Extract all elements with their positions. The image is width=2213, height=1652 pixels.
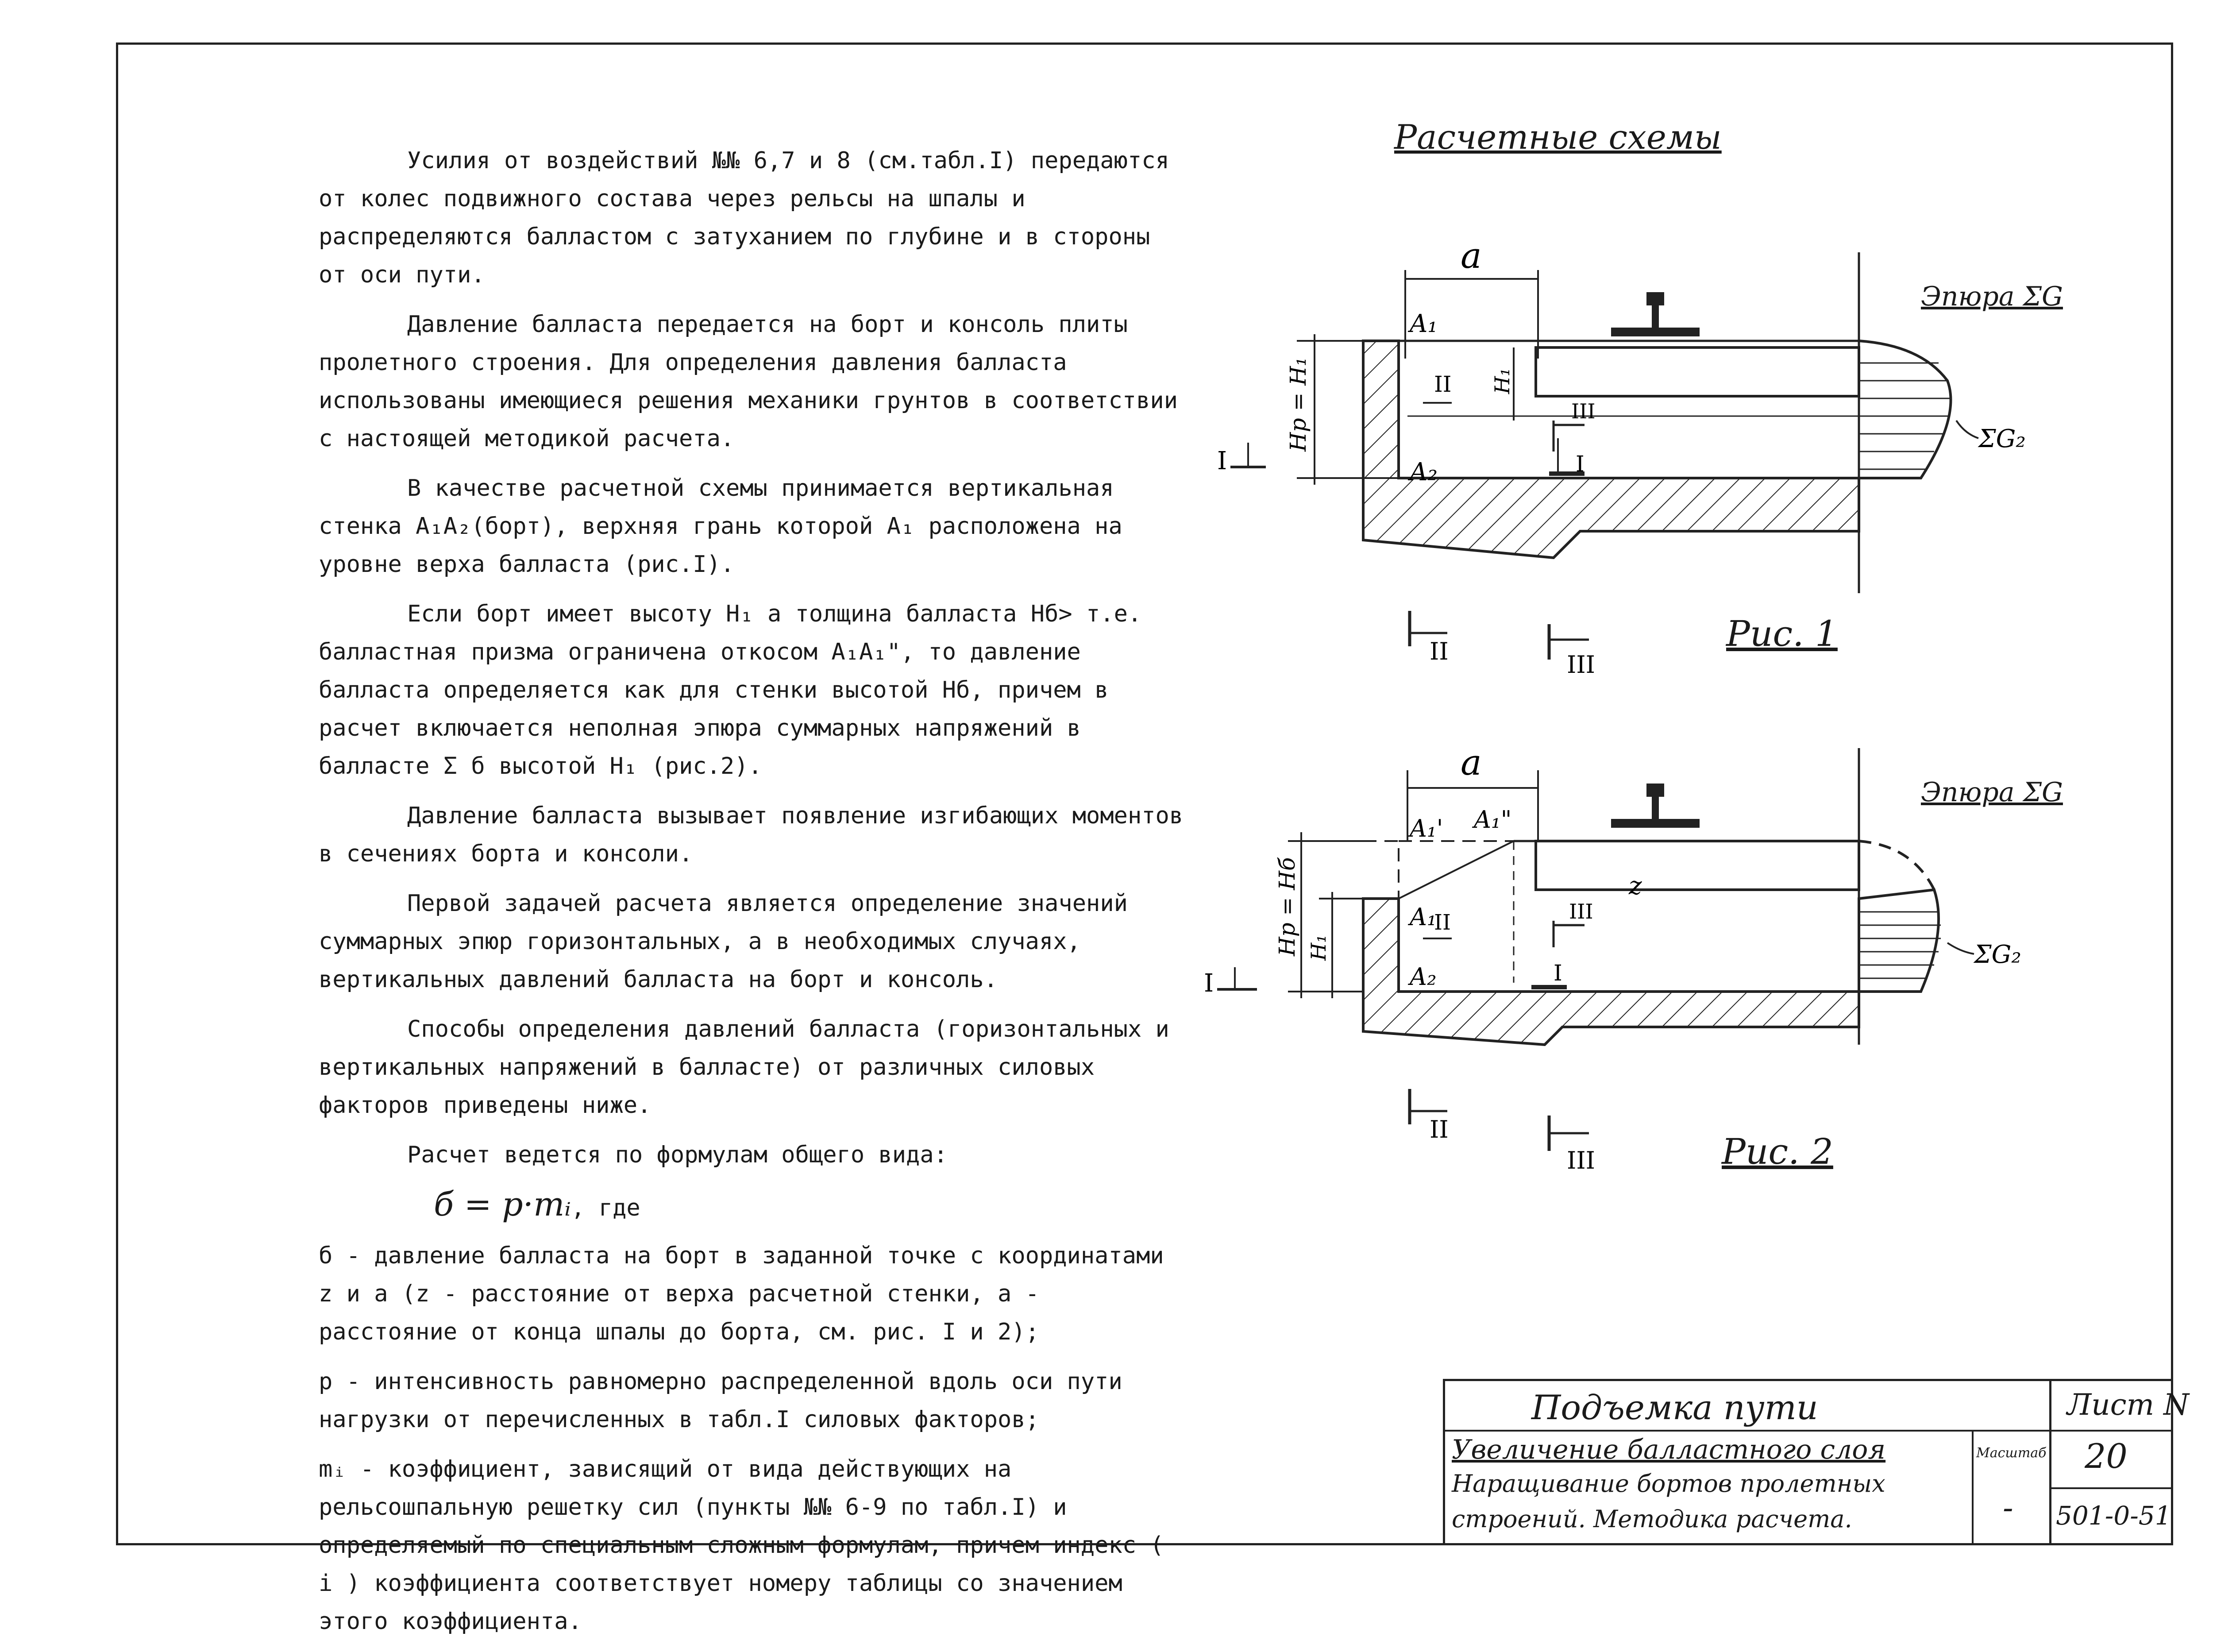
paragraph-1: Усилия от воздействий №№ 6,7 и 8 (см.табл.I) передаются от колес подвижного состава через рельсы на шпалы и распределяются балластом с затуханием по глубине и в стороны от оси пути. <box>319 147 1184 288</box>
fig2-epure-curve <box>1859 890 1939 992</box>
fig1-label-a2: A₂ <box>1410 458 1438 486</box>
scale-value: - <box>2003 1490 2013 1526</box>
fig2-dim-a: a <box>1461 744 1482 783</box>
title-description-1: Наращивание бортов пролетных <box>1452 1470 1885 1498</box>
fig1-label-a1: A₁ <box>1410 309 1438 338</box>
fig1-section-i-left: I <box>1217 447 1227 475</box>
title-subtitle: Увеличение балластного слоя <box>1452 1434 1886 1465</box>
fig1-caption: Рис. 1 <box>1726 613 1838 654</box>
sleeper-2 <box>1536 841 1859 890</box>
fig1-epure-label: Эпюра ΣG <box>1921 281 2063 312</box>
paragraph-3: В качестве расчетной схемы принимается вертикальная стенка A₁A₂(борт), верхняя грань которой A₁ расположена на уровне верха балласта (рис.I). <box>319 475 1137 578</box>
fig2-epure-label: Эпюра ΣG <box>1921 777 2063 808</box>
fig2-caption: Рис. 2 <box>1722 1131 1833 1172</box>
title-main: Подъемка пути <box>1531 1388 1818 1427</box>
paragraph-4: Если борт имеет высоту H₁ а толщина балласта Hб> т.е. балластная призма ограничена откосом A₁A₁", то давление балласта определяется как для стенки высотой Hб, причем в расчет включается неполная эпюра суммарных напряжений в балласте Σ б высотой H₁ (рис.2). <box>319 601 1156 780</box>
fig1-section-i-mid: I <box>1576 451 1585 477</box>
fig1-epure-hatch <box>1859 363 1952 469</box>
fig1-label-hp: Hp = H₁ <box>1285 357 1311 452</box>
fig2-epure-dashed <box>1859 841 1934 890</box>
fig2-label-hp: Hp = Hб <box>1274 857 1300 956</box>
fig2-section-iii-bottom: III <box>1567 1146 1595 1174</box>
fig2-section-ii-bottom: II <box>1430 1115 1449 1143</box>
fig1-section-iii-bottom: III <box>1567 651 1595 679</box>
ballast-area <box>1399 341 1859 478</box>
paragraph-2: Давление балласта передается на борт и консоль плиты пролетного строения. Для определения давления балласта использованы имеющиеся решения механики грунтов в соответствии с настоящей методикой расчета. <box>319 311 1192 452</box>
sheet-number: 20 <box>2085 1436 2128 1476</box>
paragraph-8: Расчет ведется по формулам общего вида: <box>407 1142 948 1168</box>
fig2-sigma-label: ΣG₂ <box>1974 940 2021 969</box>
fig1-epure-curve <box>1859 341 1951 478</box>
main-formula <box>434 1185 1186 1224</box>
definition-p: p - интенсивность равномерно распределенной вдоль оси пути нагрузки от перечисленных в табл.I силовых факторов; <box>319 1368 1137 1433</box>
fig1-dim-a: a <box>1461 248 1482 276</box>
fig2-label-a2: A₂ <box>1410 963 1437 991</box>
fig2-label-z: z <box>1629 872 1642 900</box>
paragraph-6: Первой задачей расчета является определение значений суммарных эпюр горизонтальных, а в необходимых случаях, вертикальных давлений балласта на борт и консоль. <box>319 890 1142 993</box>
formula-where: , где <box>571 1195 640 1221</box>
scale-label: Масштаб <box>1976 1445 2047 1461</box>
formula-expression: б = p·mᵢ <box>434 1185 571 1224</box>
rail-icon-2 <box>1611 784 1700 828</box>
sheet-label: Лист N <box>2067 1388 2189 1422</box>
title-description-2: строений. Методика расчета. <box>1452 1505 1852 1533</box>
text-column <box>319 142 1197 1652</box>
fig1-section-iii-top: III <box>1571 399 1596 423</box>
fig1-label-h1: H₁ <box>1490 368 1514 394</box>
document-code: 501-0-51 <box>2056 1501 2171 1531</box>
schemes-title: Расчетные схемы <box>1394 117 1722 157</box>
fig1-section-ii-top: II <box>1434 371 1452 397</box>
fig2-section-i-mid: I <box>1554 960 1562 986</box>
figure-1-diagram <box>1168 248 2098 779</box>
paragraph-5: Давление балласта вызывает появление изгибающих моментов в сечениях борта и консоли. <box>319 803 1197 867</box>
sleeper <box>1536 347 1859 396</box>
fig2-label-h1: H₁ <box>1307 934 1330 961</box>
fig2-section-i-left: I <box>1204 969 1214 998</box>
fig2-section-ii-top: II <box>1434 910 1451 935</box>
fig2-section-iii-top: III <box>1569 899 1593 923</box>
fig1-sigma-label: ΣG₂ <box>1978 425 2026 453</box>
paragraph-7: Способы определения давлений балласта (горизонтальных и вертикальных напряжений в балласте) от различных силовых факторов приведены ниже. <box>319 1016 1184 1119</box>
figure-2-diagram <box>1168 744 2098 1231</box>
fig2-label-a1: A₁ <box>1410 903 1437 931</box>
fig2-label-a1pp: A₁" <box>1474 806 1512 834</box>
title-block <box>1443 1379 2189 1545</box>
fig2-label-a1p: A₁' <box>1410 814 1443 842</box>
fig1-section-ii-bottom: II <box>1430 637 1449 665</box>
definition-sigma: б - давление балласта на борт в заданной точке с координатами z и a (z - расстояние от верха расчетной стенки, a - расстояние от конца шпалы до борта, см. рис. I и 2); <box>319 1243 1178 1345</box>
definition-m: mᵢ - коэффициент, зависящий от вида действующих на рельсошпальную решетку сил (пункты №№ 6-9 по табл.I) и определяемый по специальным сложным формулам, причем индекс ( i ) коэффициента соответствует номеру таблицы со значением этого коэффициента. <box>319 1456 1178 1635</box>
rail-icon <box>1611 292 1700 336</box>
